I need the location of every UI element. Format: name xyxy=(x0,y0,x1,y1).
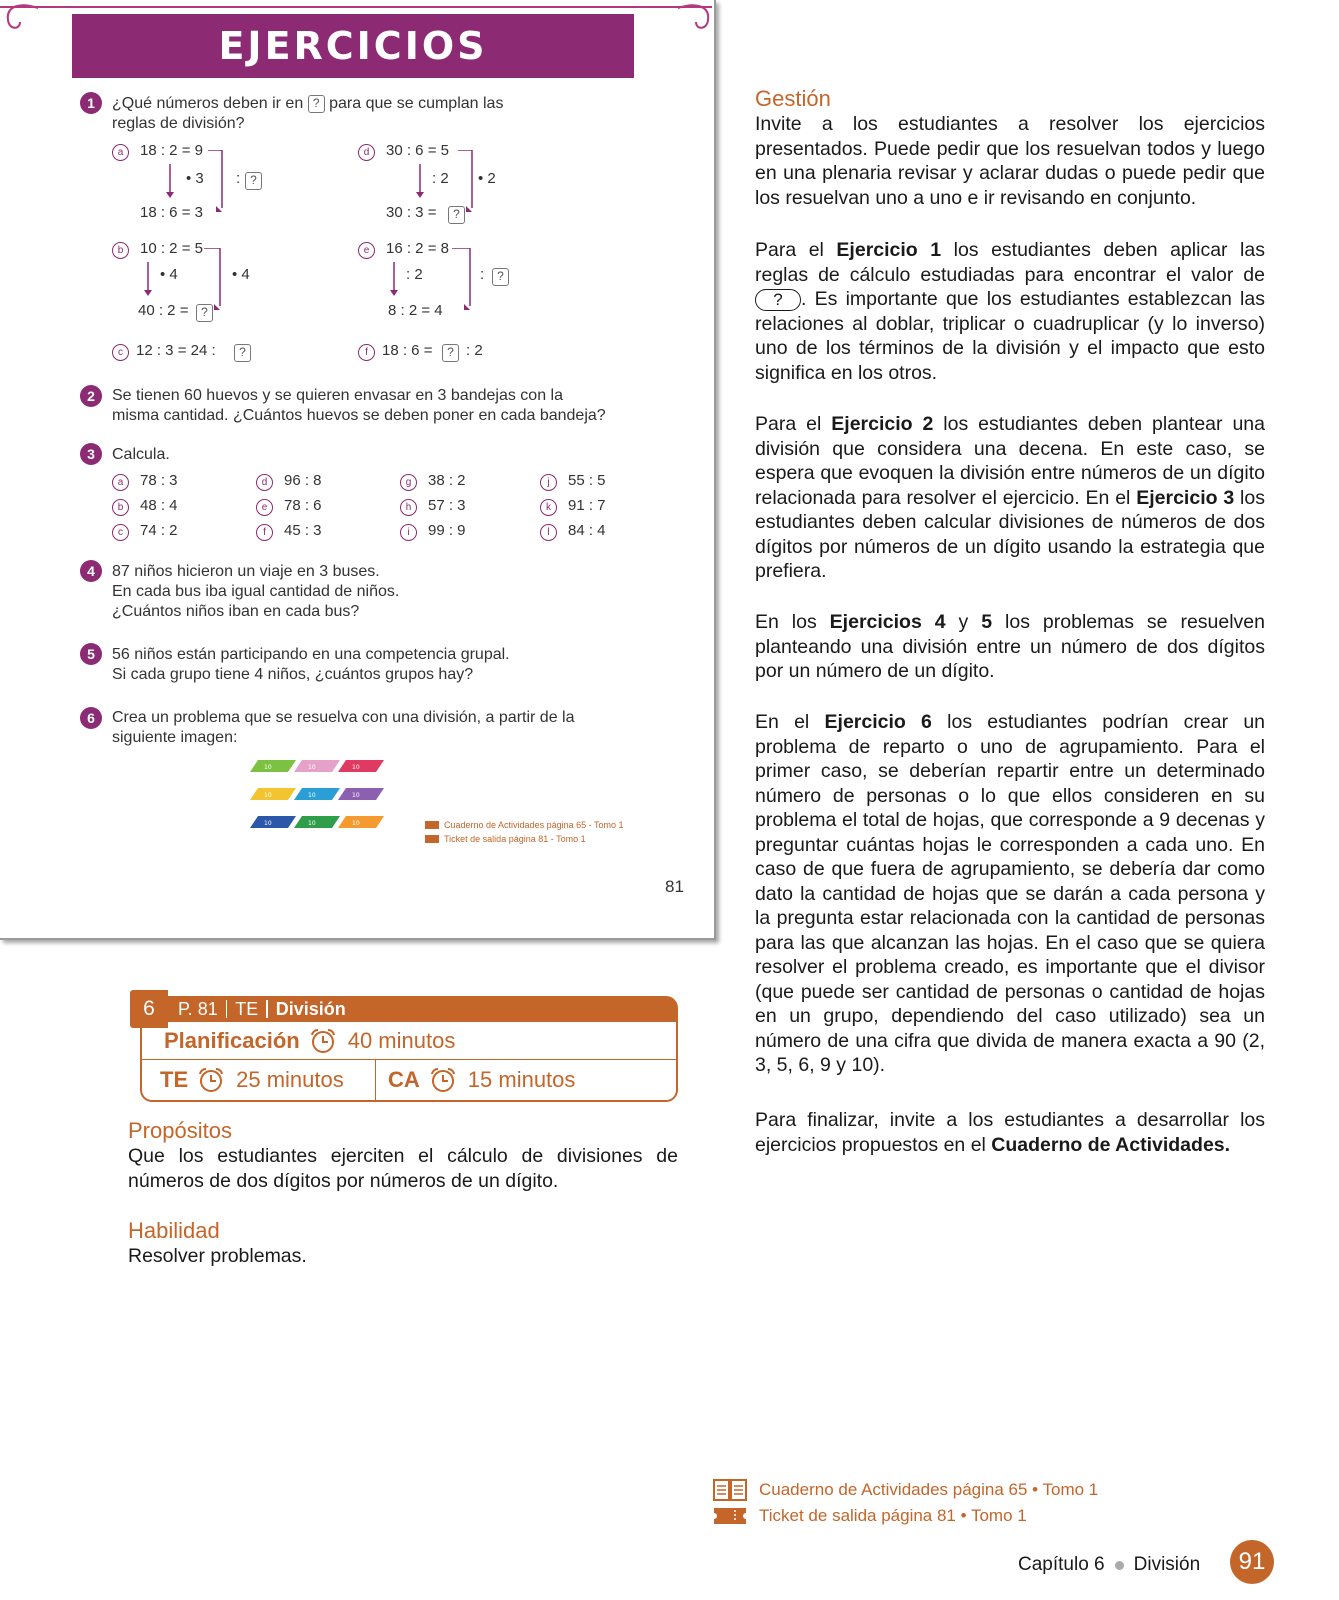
exercise-number: 3 xyxy=(80,443,102,465)
te-cell xyxy=(142,1060,376,1100)
time-split-row xyxy=(142,1060,676,1100)
ca-time: 15 minutos xyxy=(467,1067,576,1092)
equation-op: • 3 xyxy=(186,170,204,187)
equation-f-a: 18 : 6 = xyxy=(382,342,433,359)
alarm-clock-icon xyxy=(308,1027,338,1055)
gestion-paragraph-6: Para finalizar, invite a los estudiantes a desarrollar los ejercicios propuestos en el Cuaderno de Actividades. xyxy=(755,1109,1265,1156)
book-icon xyxy=(425,821,439,829)
calc-item: 78 : 3 xyxy=(140,472,178,489)
equation-bottom: 8 : 2 = 4 xyxy=(388,302,443,319)
calc-item: 45 : 3 xyxy=(284,522,322,539)
pack-label: 10 xyxy=(308,764,316,771)
ex1-text-a: ¿Qué números deben ir en xyxy=(112,95,304,112)
page-footer xyxy=(1018,1554,1200,1576)
pack-label: 10 xyxy=(264,792,272,799)
ca-label: CA xyxy=(388,1067,420,1092)
calc-item-letter: l xyxy=(540,524,557,541)
footer-topic: División xyxy=(1133,1554,1201,1575)
question-box: ? xyxy=(442,344,459,362)
exercise-number: 6 xyxy=(80,707,102,729)
question-oval-icon: ? xyxy=(755,289,801,311)
planificacion-row xyxy=(142,1022,676,1060)
ticket-icon xyxy=(713,1507,747,1525)
propositos-heading: Propósitos xyxy=(128,1118,232,1143)
gestion-paragraph-2: Para el Ejercicio 1 los estudiantes deben aplicar las reglas de cálculo estudiadas para encontrar el valor de ? . Es importante que los estudiantes establezcan las relaciones al doblar, triplicar o cuadruplicar (y lo inverso) uno de los términos de la división y el impacto que esto significa en los otros. xyxy=(755,239,1265,384)
cuaderno-reference-text: Cuaderno de Actividades página 65 • Tomo 1 xyxy=(759,1480,1099,1499)
divider xyxy=(266,1000,268,1018)
planning-box xyxy=(130,990,678,1102)
calc-item-letter: f xyxy=(256,524,273,541)
item-letter: d xyxy=(358,144,375,161)
ex1-text-b: para que se cumplan las xyxy=(329,95,504,112)
item-letter: e xyxy=(358,242,375,259)
equation-top: 18 : 2 = 9 xyxy=(140,142,203,159)
arrow-diagram xyxy=(410,150,480,220)
exercises-banner: EJERCICIOS xyxy=(72,14,634,78)
question-box: ? xyxy=(492,268,509,286)
ribbon-curl-left-icon xyxy=(0,0,40,40)
arrow-diagram xyxy=(388,248,478,318)
exercise-6-text: Crea un problema que se resuelva con una división, a partir de la siguiente imagen: xyxy=(112,709,575,746)
equation-f-b: : 2 xyxy=(466,342,483,359)
calc-item: 84 : 4 xyxy=(568,522,606,539)
calc-item: 91 : 7 xyxy=(568,497,606,514)
gestion-paragraph-1: Invite a los estudiantes a resolver los ejercicios presentados. Puede pedir que los resuelvan todos y luego en una plenaria revisar y aclarar dudas o puede pedir que los resuelvan uno a uno e ir revisando en conjunto. xyxy=(755,113,1265,209)
calc-item-letter: i xyxy=(400,524,417,541)
arrow-diagram xyxy=(160,150,230,220)
banner-line xyxy=(0,6,712,8)
footer-dot xyxy=(1115,1561,1124,1570)
propositos-text: Que los estudiantes ejerciten el cálculo de divisiones de números de dos dígitos por números de un dígito. xyxy=(128,1145,678,1192)
equation-side: : xyxy=(480,266,485,283)
calc-item: 99 : 9 xyxy=(428,522,466,539)
ticket-reference xyxy=(713,1506,1027,1526)
item-letter: a xyxy=(112,144,129,161)
calc-item-letter: b xyxy=(112,499,129,516)
gestion-paragraph-3: Para el Ejercicio 2 los estudiantes deben plantear una división que considera una decena. En este caso, se espera que evoquen la división entre números de un dígito relacionada para resolver el ejercicio. En el Ejercicio 3 los estudiantes deben calcular divisiones de números de dos dígitos por números de un dígito usando la estrategia que prefiera. xyxy=(755,413,1265,582)
item-letter: c xyxy=(112,344,129,361)
question-box: ? xyxy=(196,304,213,322)
equation-top: 10 : 2 = 5 xyxy=(140,240,203,257)
calc-item: 74 : 2 xyxy=(140,522,178,539)
gestion-paragraph-4: En los Ejercicios 4 y 5 los problemas se resuelven planteando una división entre un número de dos dígitos por un número de un dígito. xyxy=(755,611,1265,682)
gestion-paragraph-5: En el Ejercicio 6 los estudiantes podrían crear un problema de reparto o uno de agrupamiento. Para el primer caso, se deberían repartir entre un determinado número de personas o lo que ellos consideren en su problema el total de hojas, que corresponde a 9 decenas y preguntar cuántas hojas le corresponden a cada uno. En caso de que fuera de agrupamiento, se debería dar como dato la cantidad de hojas que se darán a cada persona y la pregunta estar relacionada con la cantidad de personas para las que alcanzan las hojas. En el caso que se quiera resolver el problema creado, es importante que el divisor (que puede ser cantidad de personas o cantidad de hojas en un grupo, dependiendo del caso utilizado) sea un número de una cifra que divida de manera exacta a 90 (2, 3, 5, 6, 9 y 10). xyxy=(755,711,1266,1076)
exercise-2-text: Se tienen 60 huevos y se quieren envasar en 3 bandejas con la misma cantidad. ¿Cuántos huevos se deben poner en cada bandeja? xyxy=(112,387,606,424)
arrow-diagram xyxy=(140,248,230,318)
planning-header xyxy=(168,996,678,1022)
calc-item-letter: k xyxy=(540,499,557,516)
question-box: ? xyxy=(234,344,251,362)
exercise-number: 1 xyxy=(80,92,102,114)
exercise-5-text: 56 niños están participando en una competencia grupal. Si cada grupo tiene 4 niños, ¿cuántos grupos hay? xyxy=(112,646,510,683)
equation-bottom: 30 : 3 = xyxy=(386,204,437,221)
alarm-clock-icon xyxy=(428,1066,458,1094)
pack-label: 10 xyxy=(308,792,316,799)
pack-label: 10 xyxy=(352,792,360,799)
question-box: ? xyxy=(448,206,465,224)
equation-side: • 4 xyxy=(232,266,250,283)
calc-item: 38 : 2 xyxy=(428,472,466,489)
pack-label: 10 xyxy=(352,764,360,771)
lesson-number: 6 xyxy=(130,990,168,1028)
student-page-number: 81 xyxy=(665,877,684,896)
calc-item: 78 : 6 xyxy=(284,497,322,514)
open-book-icon xyxy=(713,1478,747,1502)
exercise-number: 5 xyxy=(80,643,102,665)
equation-top: 16 : 2 = 8 xyxy=(386,240,449,257)
calc-item-letter: j xyxy=(540,474,557,491)
planificacion-time: 40 minutos xyxy=(347,1027,456,1053)
ca-cell xyxy=(376,1060,575,1100)
pack-label: 10 xyxy=(308,820,316,827)
calc-item: 57 : 3 xyxy=(428,497,466,514)
small-ticket-ref: Ticket de salida página 81 - Tomo 1 xyxy=(425,834,586,844)
student-page-image xyxy=(0,0,716,940)
topic-title: División xyxy=(275,998,346,1019)
cuaderno-reference xyxy=(713,1478,1098,1502)
footer-chapter: Capítulo 6 xyxy=(1018,1554,1105,1575)
te-time: 25 minutos xyxy=(236,1067,344,1092)
planning-body xyxy=(140,1022,678,1102)
calc-item-letter: g xyxy=(400,474,417,491)
equation-op: • 4 xyxy=(160,266,178,283)
pack-label: 10 xyxy=(264,764,272,771)
calc-item-letter: e xyxy=(256,499,273,516)
calc-item: 55 : 5 xyxy=(568,472,606,489)
ticket-reference-text: Ticket de salida página 81 • Tomo 1 xyxy=(759,1506,1027,1525)
te-ref: TE xyxy=(235,998,259,1019)
small-cuaderno-ref: Cuaderno de Actividades página 65 - Tomo 1 xyxy=(425,820,623,830)
ribbon-curl-right-icon xyxy=(676,0,716,40)
item-letter: f xyxy=(358,344,375,361)
pack-label: 10 xyxy=(264,820,272,827)
paper-packs-illustration xyxy=(248,758,388,844)
divider xyxy=(226,1000,228,1018)
ticket-icon xyxy=(425,835,439,843)
ex1-text-c: reglas de división? xyxy=(112,115,245,132)
page-ref: P. 81 xyxy=(178,998,218,1019)
exercise-number: 2 xyxy=(80,385,102,407)
calc-item-letter: c xyxy=(112,524,129,541)
habilidad-heading: Habilidad xyxy=(128,1218,220,1243)
exercise-number: 4 xyxy=(80,560,102,582)
calc-item-letter: h xyxy=(400,499,417,516)
equation-side: : xyxy=(236,170,241,187)
equation-bottom: 40 : 2 = xyxy=(138,302,189,319)
page-number-badge: 91 xyxy=(1230,1540,1274,1584)
planificacion-label: Planificación xyxy=(164,1027,300,1053)
gestion-heading: Gestión xyxy=(755,86,831,111)
calc-item-letter: a xyxy=(112,474,129,491)
habilidad-text: Resolver problemas. xyxy=(128,1245,307,1267)
equation-side: • 2 xyxy=(478,170,496,187)
exercise-1-text xyxy=(112,94,672,134)
equation-op: : 2 xyxy=(432,170,449,187)
equation-c: 12 : 3 = 24 : xyxy=(136,342,216,359)
equation-op: : 2 xyxy=(406,266,423,283)
te-label: TE xyxy=(160,1067,189,1092)
question-box: ? xyxy=(245,172,262,190)
equation-top: 30 : 6 = 5 xyxy=(386,142,449,159)
pack-label: 10 xyxy=(352,820,360,827)
exercise-4-text: 87 niños hicieron un viaje en 3 buses. En cada bus iba igual cantidad de niños. ¿Cuántos niños iban en cada bus? xyxy=(112,563,400,620)
calc-item: 96 : 8 xyxy=(284,472,322,489)
question-box: ? xyxy=(308,95,325,113)
calc-item-letter: d xyxy=(256,474,273,491)
alarm-clock-icon xyxy=(196,1066,226,1094)
item-letter: b xyxy=(112,242,129,259)
exercise-3-label: Calcula. xyxy=(112,446,170,463)
calc-item: 48 : 4 xyxy=(140,497,178,514)
equation-bottom: 18 : 6 = 3 xyxy=(140,204,203,221)
